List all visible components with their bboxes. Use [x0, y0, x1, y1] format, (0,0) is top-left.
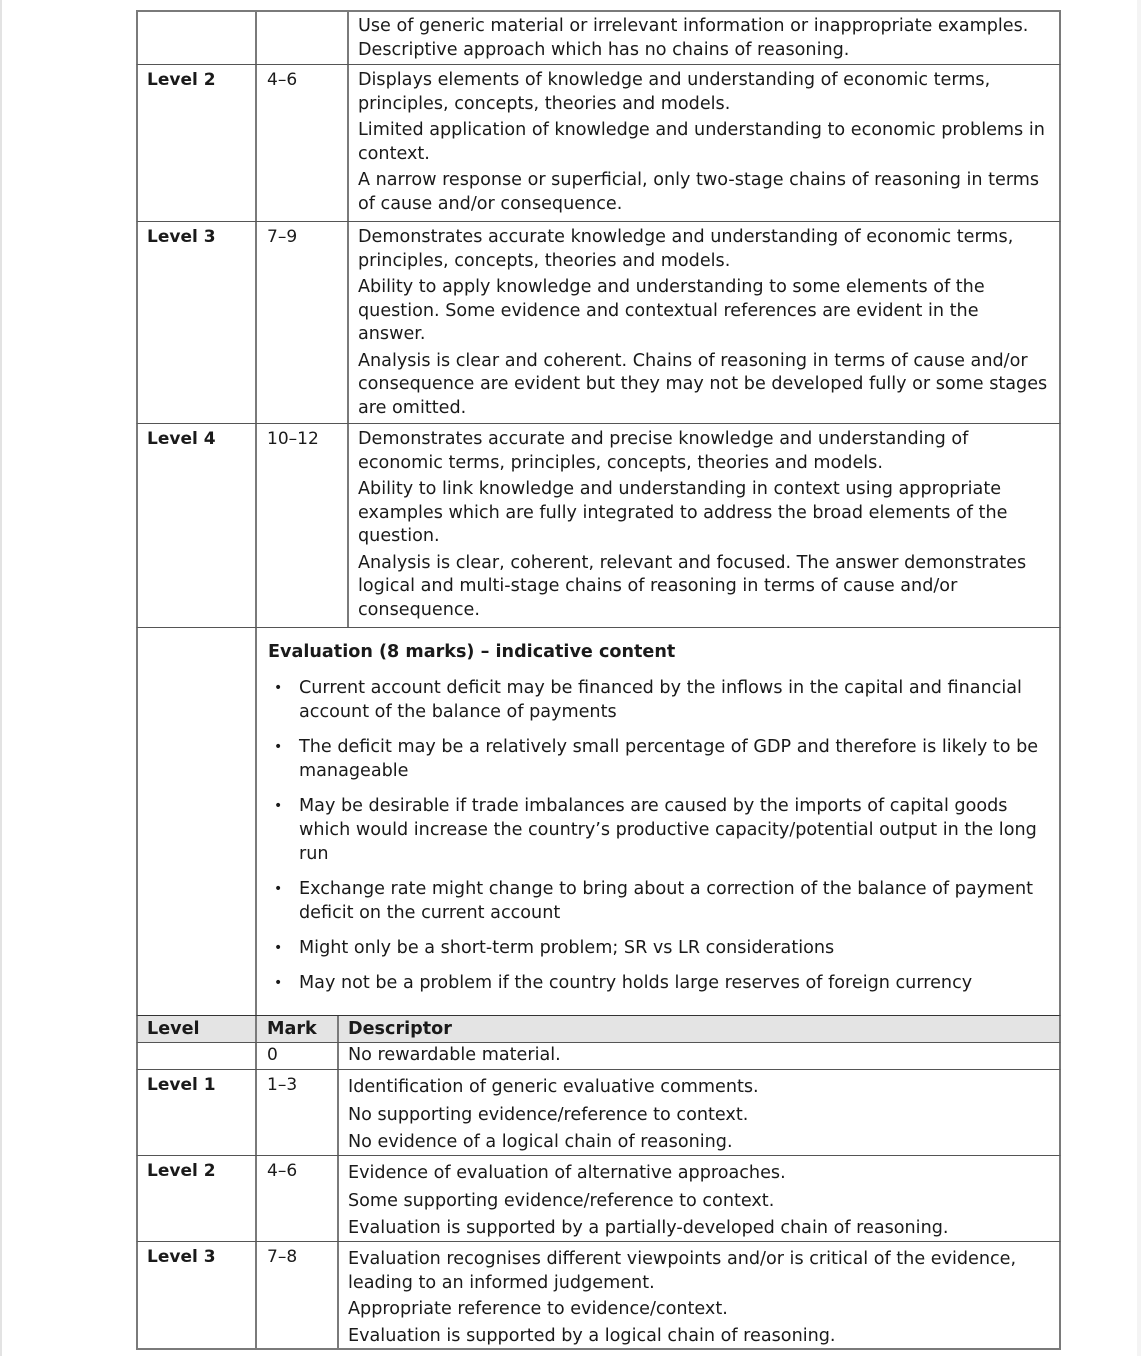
bullet-icon: •: [274, 940, 283, 956]
evaluation-row-level-2: [136, 1155, 1061, 1241]
level-cell: [138, 1043, 255, 1069]
mark-cell: 4–6: [255, 1156, 337, 1241]
evaluation-indicative-content: [136, 627, 1061, 1015]
level-cell: Level 4: [147, 429, 216, 449]
evaluation-title: Evaluation (8 marks) – indicative content: [268, 642, 676, 662]
level-cell: Level 3: [147, 1247, 216, 1267]
analysis-row-level-3: [136, 221, 1061, 423]
evaluation-point: • The deficit may be a relatively small percentage of GDP and therefore is likely to be manageable: [274, 737, 1039, 781]
descriptor-cell: [347, 222, 1059, 423]
bullet-icon: •: [274, 680, 283, 696]
evaluation-point: • Might only be a short-term problem; SR vs LR considerations: [274, 938, 835, 958]
header-mark: Mark: [255, 1016, 337, 1042]
level-cell: Level 3: [147, 227, 216, 247]
mark-cell: 10–12: [255, 424, 347, 627]
bullet-icon: •: [274, 798, 283, 814]
mark-scheme-sheet: [136, 10, 1061, 1350]
mark-cell: 7–8: [255, 1242, 337, 1348]
descriptor-text: Ability to link knowledge and understanding in context using appropriate examples which are fully integrated to address the broad elements of the question.: [358, 479, 1008, 546]
analysis-row-level-1-continued: [136, 10, 1061, 64]
mark-cell: 4–6: [255, 65, 347, 221]
descriptor-cell: [347, 424, 1059, 627]
descriptor-text: Some supporting evidence/reference to context.: [348, 1190, 775, 1211]
descriptor-text: Use of generic material or irrelevant information or inappropriate examples. Descriptive approach which has no chains of reasoning.: [358, 16, 1029, 60]
analysis-row-level-2: [136, 64, 1061, 221]
descriptor-text: Evidence of evaluation of alternative approaches.: [348, 1163, 786, 1183]
descriptor-text: Analysis is clear, coherent, relevant and focused. The answer demonstrates logical and multi-stage chains of reasoning in terms of cause and/or consequence.: [358, 552, 1027, 620]
evaluation-point: • May not be a problem if the country holds large reserves of foreign currency: [274, 973, 973, 993]
descriptor-text: Evaluation is supported by a logical chain of reasoning.: [348, 1325, 836, 1346]
descriptor-text: No evidence of a logical chain of reasoning.: [348, 1132, 733, 1152]
mark-cell: [255, 12, 347, 64]
descriptor-cell: [337, 1242, 1059, 1348]
descriptor-text: No supporting evidence/reference to context.: [348, 1104, 749, 1125]
page-edge-right: [1137, 0, 1141, 1356]
descriptor-text: Evaluation is supported by a partially-developed chain of reasoning.: [348, 1218, 949, 1238]
descriptor-text: Ability to apply knowledge and understanding to some elements of the question. Some evidence and contextual references are evident in the answer.: [358, 277, 985, 344]
level-cell: Level 2: [147, 1161, 216, 1181]
empty-cell: [138, 628, 255, 1015]
evaluation-points-list: [268, 676, 1045, 995]
descriptor-cell: [337, 1043, 1059, 1069]
descriptor-text: Identification of generic evaluative comments.: [348, 1077, 759, 1097]
descriptor-text: Demonstrates accurate knowledge and understanding of economic terms, principles, concepts, theories and models.: [358, 227, 1014, 271]
descriptor-text: Appropriate reference to evidence/context.: [348, 1299, 728, 1319]
level-cell: [138, 12, 255, 64]
descriptor-text: No rewardable material.: [348, 1045, 561, 1065]
descriptor-cell: [337, 1070, 1059, 1155]
evaluation-row-level-3: [136, 1241, 1061, 1350]
bullet-icon: •: [274, 739, 283, 755]
descriptor-cell: [337, 1156, 1059, 1241]
descriptor-text: Evaluation recognises different viewpoints and/or is critical of the evidence, leading to an informed judgement.: [348, 1249, 1017, 1293]
descriptor-text: Limited application of knowledge and understanding to economic problems in context.: [358, 120, 1045, 164]
evaluation-row-level-1: [136, 1069, 1061, 1155]
mark-cell: 0: [255, 1043, 337, 1069]
header-descriptor: Descriptor: [337, 1016, 1059, 1042]
descriptor-text: A narrow response or superficial, only two-stage chains of reasoning in terms of cause and/or consequence.: [358, 170, 1040, 214]
evaluation-point: • Exchange rate might change to bring about a correction of the balance of payment deficit on the current account: [274, 879, 1034, 923]
header-level: Level: [147, 1019, 200, 1039]
bullet-icon: •: [274, 975, 283, 991]
evaluation-table-header: [136, 1015, 1061, 1042]
descriptor-cell: [347, 65, 1059, 221]
descriptor-text: Displays elements of knowledge and understanding of economic terms, principles, concepts, theories and models.: [358, 70, 991, 114]
evaluation-point: • Current account deficit may be financed by the inflows in the capital and financial account of the balance of payments: [274, 678, 1022, 722]
evaluation-content-cell: [255, 628, 1059, 1015]
bullet-icon: •: [274, 881, 283, 897]
mark-cell: 7–9: [255, 222, 347, 423]
analysis-row-level-4: [136, 423, 1061, 627]
level-cell: Level 2: [147, 70, 216, 90]
page-edge-left: [0, 0, 2, 1356]
evaluation-point: • May be desirable if trade imbalances are caused by the imports of capital goods which would increase the country’s productive capacity/potential output in the long run: [274, 796, 1037, 864]
mark-cell: 1–3: [255, 1070, 337, 1155]
descriptor-text: Analysis is clear and coherent. Chains of reasoning in terms of cause and/or consequence are evident but they may not be developed fully or some stages are omitted.: [358, 350, 1048, 418]
descriptor-cell: [347, 12, 1059, 64]
evaluation-row-zero: [136, 1042, 1061, 1069]
descriptor-text: Demonstrates accurate and precise knowledge and understanding of economic terms, principles, concepts, theories and models.: [358, 429, 969, 473]
level-cell: Level 1: [147, 1075, 216, 1095]
